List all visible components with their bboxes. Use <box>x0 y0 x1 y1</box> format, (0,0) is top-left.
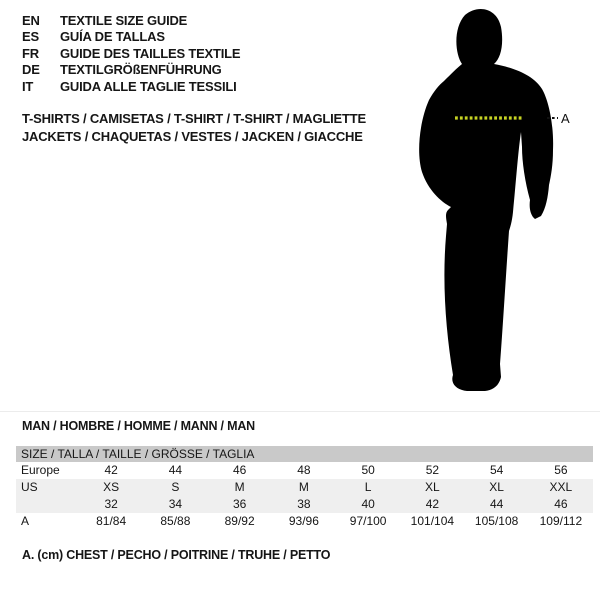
language-code: EN <box>22 13 40 28</box>
language-code: DE <box>22 62 40 78</box>
size-value-cell: 32 <box>104 497 118 511</box>
row-label <box>16 496 79 513</box>
size-value-cell: M <box>298 480 309 494</box>
size-value-cell: M <box>234 480 245 494</box>
measurement-label-a: A <box>561 111 570 126</box>
language-title: TEXTILE SIZE GUIDE <box>60 13 188 28</box>
size-value-cell: 54 <box>489 463 504 477</box>
size-value-cell: 36 <box>232 497 247 511</box>
size-value-cell: 44 <box>489 497 504 511</box>
table-row <box>16 496 593 513</box>
size-value-cell: 89/92 <box>224 514 255 528</box>
size-value-cell: 34 <box>168 497 183 511</box>
size-value-cell: 52 <box>425 463 440 477</box>
section-title: MAN / HOMBRE / HOMME / MANN / MAN <box>22 419 255 433</box>
table-row <box>16 513 593 530</box>
size-value-cell: 97/100 <box>349 514 387 528</box>
size-value-cell: 56 <box>554 463 568 477</box>
size-value-cell: XL <box>489 480 504 494</box>
size-value-cell: L <box>364 480 372 494</box>
size-table-header: SIZE / TALLA / TAILLE / GRÖSSE / TAGLIA <box>16 446 593 462</box>
size-value-cell: 109/112 <box>539 514 583 528</box>
size-value-cell: 46 <box>232 463 247 477</box>
language-row <box>22 79 240 95</box>
language-row <box>22 29 240 45</box>
size-value-cell: 105/108 <box>474 514 519 528</box>
table-row <box>16 479 593 496</box>
size-value-cell: 50 <box>361 463 375 477</box>
size-value-cell: 101/104 <box>410 514 455 528</box>
language-row <box>22 62 240 78</box>
size-table <box>16 446 593 530</box>
language-title: TEXTILGRÖßENFÜHRUNG <box>60 62 222 78</box>
language-code: ES <box>22 29 39 45</box>
size-value-cell: XXL <box>549 480 573 494</box>
language-code: FR <box>22 45 39 61</box>
language-row <box>22 46 240 62</box>
size-value-cell: 42 <box>104 463 118 477</box>
size-value-cell: XL <box>425 480 440 494</box>
size-value-cell: 46 <box>554 497 568 511</box>
man-silhouette <box>419 9 553 391</box>
language-row <box>22 13 240 29</box>
man-silhouette-figure <box>408 2 573 402</box>
category-list <box>22 110 366 146</box>
size-value-cell: 48 <box>297 463 311 477</box>
size-value-cell: 81/84 <box>96 514 127 528</box>
language-title: GUIDE DES TAILLES TEXTILE <box>60 45 241 61</box>
category-line: JACKETS / CHAQUETAS / VESTES / JACKEN / GIACCHE <box>22 129 363 144</box>
row-label: Europe <box>21 463 60 477</box>
category-line: T-SHIRTS / CAMISETAS / T-SHIRT / T-SHIRT / MAGLIETTE <box>22 111 366 126</box>
measurement-footnote: A. (cm) CHEST / PECHO / POITRINE / TRUHE / PETTO <box>22 548 331 562</box>
size-value-cell: 38 <box>297 497 311 511</box>
size-value-cell: 40 <box>361 497 375 511</box>
table-row <box>16 462 593 479</box>
size-table-body <box>16 462 593 530</box>
language-title: GUÍA DE TALLAS <box>60 29 165 45</box>
size-value-cell: 44 <box>168 463 183 477</box>
language-list <box>22 13 240 95</box>
size-value-cell: 42 <box>425 497 440 511</box>
language-title: GUIDA ALLE TAGLIE TESSILI <box>60 78 237 94</box>
language-code: IT <box>22 78 34 94</box>
row-label: US <box>21 480 38 494</box>
row-label: A <box>21 514 30 528</box>
size-value-cell: XS <box>103 480 120 494</box>
size-value-cell: S <box>171 480 180 494</box>
divider-line <box>0 411 600 412</box>
size-value-cell: 85/88 <box>160 514 191 528</box>
size-value-cell: 93/96 <box>288 514 319 528</box>
